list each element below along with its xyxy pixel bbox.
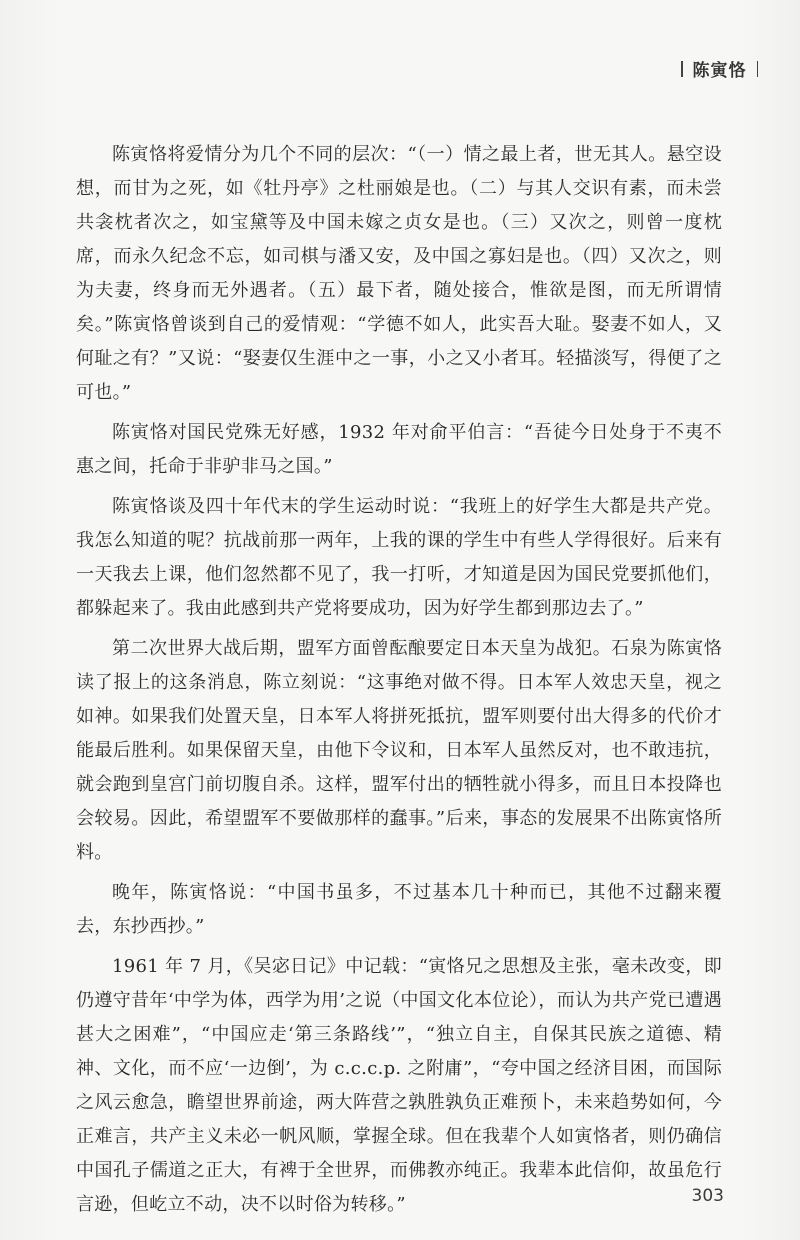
paragraph-student-movement: 陈寅恪谈及四十年代末的学生运动时说：“我班上的好学生大都是共产党。我怎么知道的呢？抗战前那一两年，上我的课的学生中有些人学得很好。后来有一天我去上课，他们忽然都不见了，我一打听，才知道是因为国民党要抓他们，都躲起来了。我由此感到共产党将要成功，因为好学生都到那边去了。” <box>76 496 722 619</box>
running-header <box>681 56 758 81</box>
page-number: 303 <box>691 1186 724 1206</box>
running-title: 陈寅恪 <box>692 61 747 81</box>
paragraph-books: 晚年，陈寅恪说：“中国书虽多，不过基本几十种而已，其他不过翻来覆去，东抄西抄。” <box>76 882 722 937</box>
paragraph-emperor: 第二次世界大战后期，盟军方面曾酝酿要定日本天皇为战犯。石泉为陈寅恪读了报上的这条消息，陈立刻说：“这事绝对做不得。日本军人效忠天皇，视之如神。如果我们处置天皇，日本军人将拼死抵抗，盟军则要付出大得多的代价才能最后胜利。如果保留天皇，由他下令议和，日本军人虽然反对，也不敢违抗，就会跑到皇宫门前切腹自杀。这样，盟军付出的牺牲就小得多，而且日本投降也会较易。因此，希望盟军不要做那样的蠢事。”后来，事态的发展果不出陈寅恪所料。 <box>76 638 722 863</box>
paragraph-kmt: 陈寅恪对国民党殊无好感，1932 年对俞平伯言：“吾徒今日处身于不夷不惠之间，托命于非驴非马之国。” <box>76 422 722 477</box>
paragraph-wu-mi-diary: 1961 年 7 月，《吴宓日记》中记载：“寅恪兄之思想及主张，毫未改变，即仍遵守昔年‘中学为体，西学为用’之说（中国文化本位论），而认为共产党已遭遇甚大之困难”，“中国应走‘第三条路线’”，“独立自主，自保其民族之道德、精神、文化，而不应‘一边倒’，为 c.c.c.p. 之附庸”，“夸中国之经济目困，而国际之风云愈急，瞻望世界前途，两大阵营之孰胜孰负正难预卜，未来趋势如何，今正难言，共产主义未必一帆风顺，掌握全球。但在我辈个人如寅恪者，则仍确信中国孔子儒道之正大，有裨于全世界，而佛教亦纯正。我辈本此信仰，故虽危行言逊，但屹立不动，决不以时俗为转移。” <box>76 956 722 1215</box>
header-divider-left <box>681 61 683 77</box>
header-divider-right <box>757 61 759 77</box>
paragraph-love-levels: 陈寅恪将爱情分为几个不同的层次：“（一）情之最上者，世无其人。悬空设想，而甘为之死，如《牡丹亭》之杜丽娘是也。（二）与其人交识有素，而未尝共衾枕者次之，如宝黛等及中国未嫁之贞女是也。（三）又次之，则曾一度枕席，而永久纪念不忘，如司棋与潘又安，及中国之寡妇是也。（四）又次之，则为夫妻，终身而无外遇者。（五）最下者，随处接合，惟欲是图，而无所谓情矣。”陈寅恪曾谈到自己的爱情观：“学德不如人，此实吾大耻。娶妻不如人，又何耻之有？”又说：“娶妻仅生涯中之一事，小之又小者耳。轻描淡写，得便了之可也。” <box>76 144 722 403</box>
body-text <box>76 138 722 1228</box>
